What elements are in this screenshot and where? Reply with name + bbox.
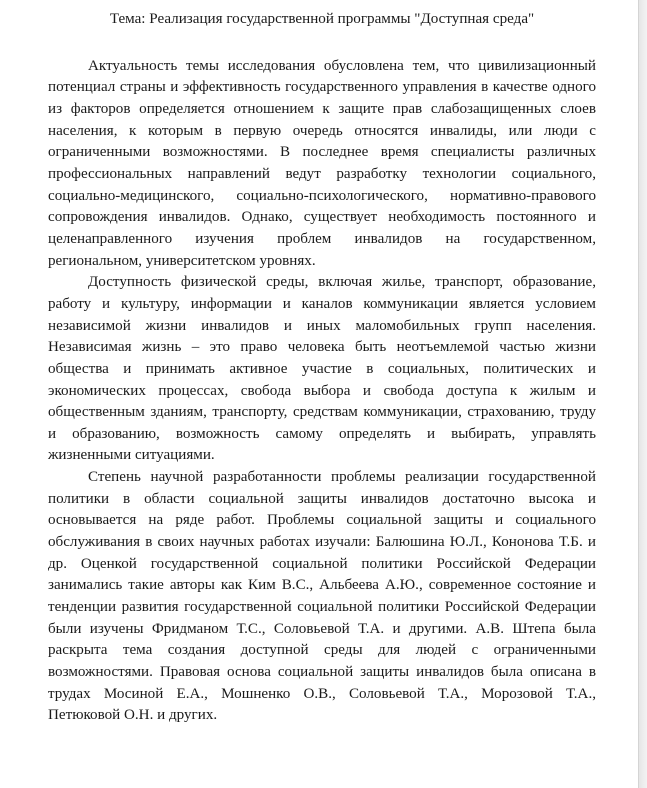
paragraph-relevance: Актуальность темы исследования обусловлена тем, что цивилизационный потенциал страны и эффективность государственного управления в качестве одного из факторов определяется отношением к защите прав слабозащищенных слоев населения, к которым в первую очередь относятся инвалиды, или люди с ограниченными возможностями. В последнее время специалисты различных профессиональных направлений ведут разработку технологии социального, социально-медицинского, социально-психологического, нормативно-правового сопровождения инвалидов. Однако, существует необходимость постоянного и целенаправленного изучения проблем инвалидов на государственном, региональном, университетском уровнях. — [48, 57, 596, 269]
document-body — [48, 9, 596, 727]
document-title: Тема: Реализация государственной программы "Доступная среда" — [109, 11, 535, 27]
paragraph-accessibility: Доступность физической среды, включая жилье, транспорт, образование, работу и культуру, информации и каналов коммуникации является условием независимой жизни инвалидов и иных маломобильных групп населения. Независимая жизнь – это право человека быть неотъемлемой частью жизни общества и принимать активное участие в социальных, политических и экономических процессах, свобода выбора и свобода доступа к жилым и общественным зданиям, транспорту, средствам коммуникации, страхованию, труду и образованию, возможность самому определять и выбирать, управлять жизненными ситуациями. — [48, 274, 596, 464]
page-edge-shadow — [638, 0, 647, 788]
paragraph-research-degree: Степень научной разработанности проблемы реализации государственной политики в области социальной защиты инвалидов достаточно высока и основывается на ряде работ. Проблемы социальной защиты и социального обслуживания в своих научных работах изучали: Балюшина Ю.Л., Кононова Т.Б. и др. Оценкой государственной социальной политики Российской Федерации занимались такие авторы как Ким В.С., Альбеева А.Ю., современное состояние и тенденции развития государственной социальной политики Российской Федерации были изучены Фридманом Т.С., Соловьевой Т.А. и другими. А.В. Штепа была раскрыта тема создания доступной среды для людей с ограниченными возможностями. Правовая основа социальной защиты инвалидов была описана в трудах Мосиной Е.А., Мошненко О.В., Соловьевой Т.А., Морозовой Т.А., Петюковой О.Н. и других. — [48, 469, 596, 724]
